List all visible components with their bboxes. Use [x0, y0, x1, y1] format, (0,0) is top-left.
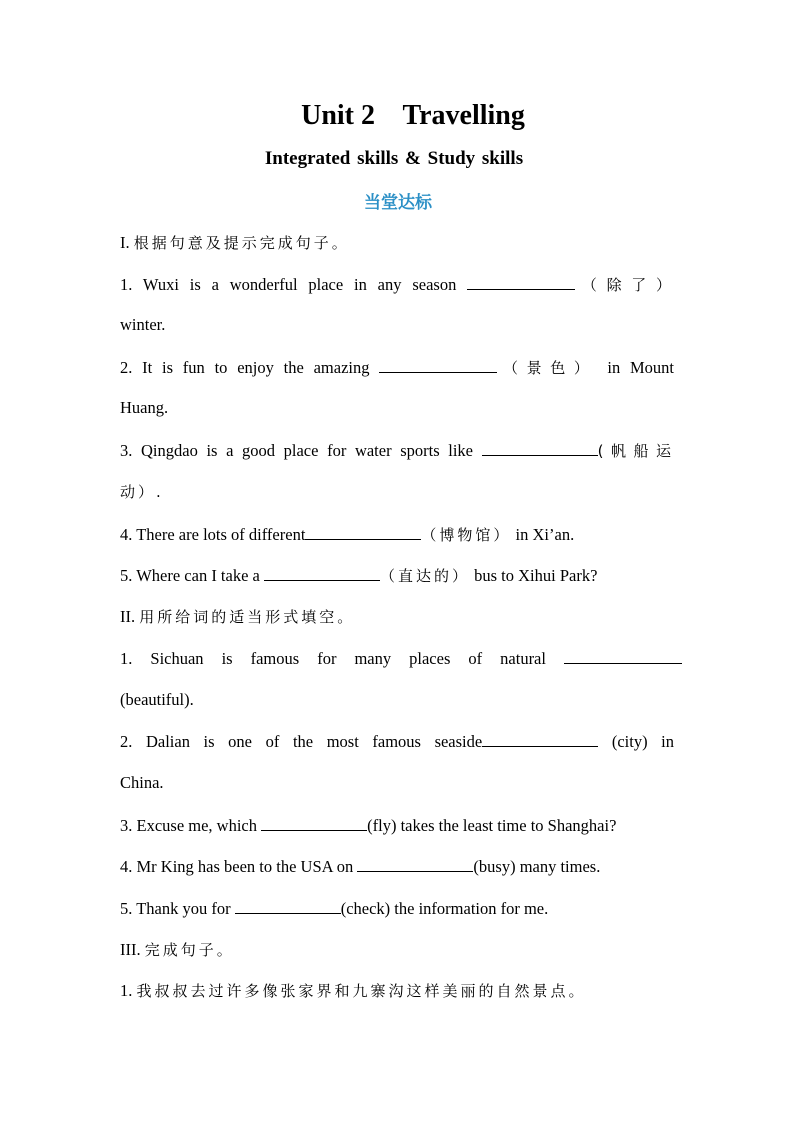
question-text: 2. Dalian is one of the most famous seaside: [120, 732, 483, 751]
answer-blank[interactable]: [357, 855, 473, 872]
answer-blank[interactable]: [467, 273, 575, 290]
answer-blank[interactable]: [482, 439, 598, 456]
question-text: 1. Sichuan is famous for many places of natural: [120, 649, 546, 668]
page-subtitle: Integrated skills & Study skills: [264, 148, 524, 169]
answer-blank[interactable]: [235, 897, 341, 914]
page-title: Unit 2 Travelling: [301, 100, 525, 131]
answer-blank[interactable]: [564, 647, 682, 664]
question-text: 我叔叔去过许多像张家界和九寨沟这样美丽的自然景点。: [136, 982, 587, 1000]
question-text: 1. Wuxi is a wonderful place in any season: [120, 275, 457, 294]
hint-text: (帆船运: [597, 442, 674, 460]
question-text: 2. It is fun to enjoy the amazing: [120, 358, 370, 377]
answer-blank[interactable]: [264, 564, 380, 581]
s1-q1-line: [120, 273, 674, 296]
question-text: 3. Excuse me, which: [120, 816, 258, 835]
s3-q1-line: [120, 980, 674, 1002]
s1-q1-cont: winter.: [120, 315, 166, 334]
s2-q1-line: [120, 647, 682, 670]
section-3-heading: [120, 939, 674, 961]
hint-text: （除了）: [575, 276, 674, 294]
answer-blank[interactable]: [305, 523, 421, 540]
question-text: 5. Thank you for: [120, 899, 231, 918]
s1-q3-cont: 动）.: [120, 483, 164, 501]
s1-q5-line: [120, 564, 674, 587]
s1-q2-line: [120, 356, 674, 379]
question-text-tail: in Xi’an.: [515, 525, 575, 544]
section-tag: 当堂达标: [364, 193, 432, 213]
section-1-heading: [120, 232, 674, 254]
section-3-number: III.: [120, 940, 141, 959]
question-text: 4. Mr King has been to the USA on: [120, 857, 354, 876]
section-1-instruction: 根据句意及提示完成句子。: [133, 234, 350, 252]
s1-q4-line: [120, 523, 674, 546]
question-text: 3. Qingdao is a good place for water sports like: [120, 441, 474, 460]
question-text-tail: (check) the information for me.: [340, 899, 549, 918]
question-number: 1.: [120, 981, 133, 1000]
answer-blank[interactable]: [379, 356, 497, 373]
section-2-instruction: 用所给词的适当形式填空。: [139, 608, 356, 626]
answer-blank[interactable]: [482, 730, 598, 747]
s1-q3-line: [120, 439, 674, 462]
s1-q2-cont: Huang.: [120, 398, 169, 417]
hint-text: （直达的）: [380, 567, 471, 585]
question-text-tail: (busy) many times.: [473, 857, 601, 876]
question-text-tail: bus to Xihui Park?: [474, 566, 598, 585]
hint-text: （景色）: [497, 359, 598, 377]
section-2-heading: [120, 606, 674, 628]
hint-text: （博物馆）: [421, 526, 512, 544]
answer-blank[interactable]: [261, 814, 367, 831]
s2-q4-line: [120, 855, 674, 878]
s2-q1-cont: (beautiful).: [120, 690, 194, 709]
section-3-instruction: 完成句子。: [144, 941, 235, 959]
question-text-tail: in Mount: [607, 358, 675, 377]
s2-q5-line: [120, 897, 674, 920]
question-text-tail: (fly) takes the least time to Shanghai?: [367, 816, 617, 835]
question-text: 5. Where can I take a: [120, 566, 260, 585]
s2-q3-line: [120, 814, 674, 837]
s2-q2-line: [120, 730, 674, 753]
question-text-tail: (city) in: [611, 732, 674, 751]
question-text: 4. There are lots of different: [120, 525, 306, 544]
s2-q2-cont: China.: [120, 773, 164, 792]
section-2-number: II.: [120, 607, 136, 626]
section-1-number: I.: [120, 233, 130, 252]
